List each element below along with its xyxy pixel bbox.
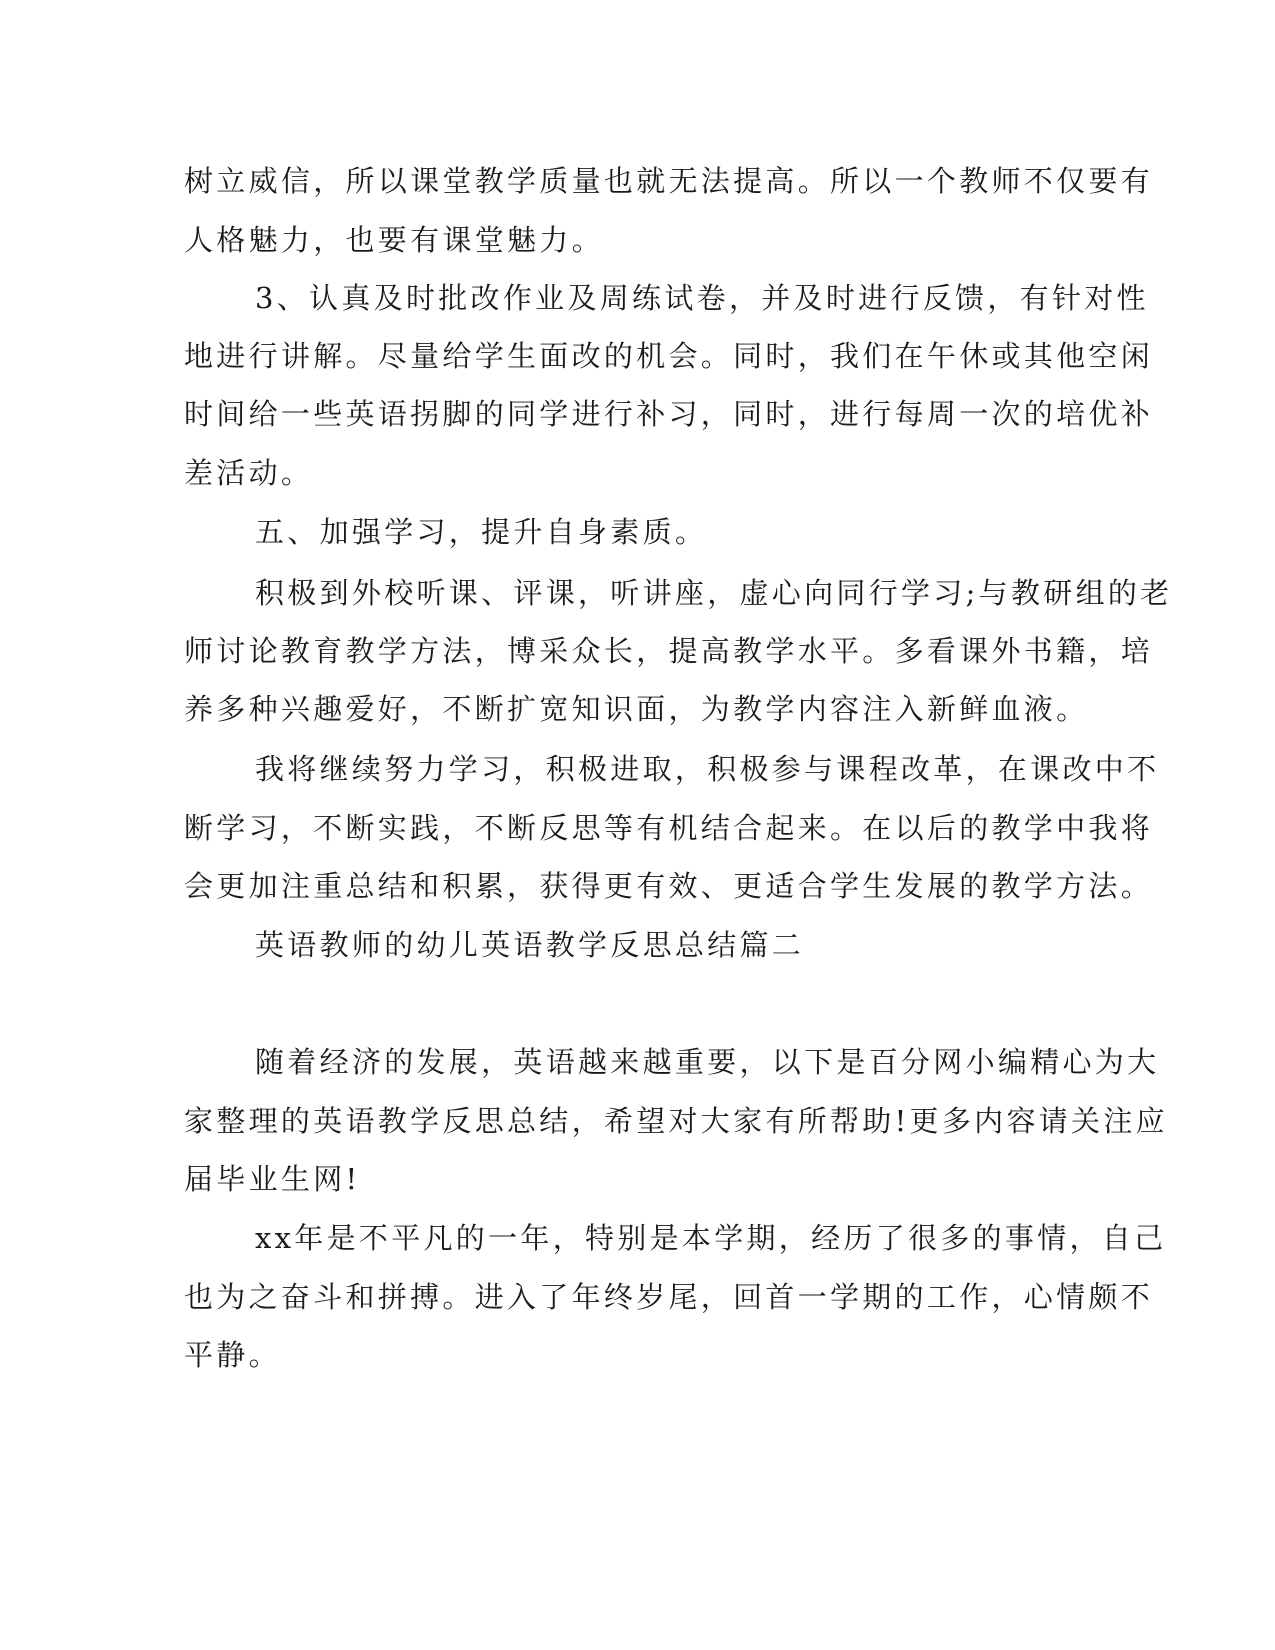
article-title: 英语教师的幼儿英语教学反思总结篇二 <box>255 928 805 962</box>
text-line: 断学习，不断实践，不断反思等有机结合起来。在以后的教学中我将 <box>184 811 1154 845</box>
section-heading: 五、加强学习，提升自身素质。 <box>255 515 708 549</box>
paragraph-start-line: 随着经济的发展，英语越来越重要，以下是百分网小编精心为大 <box>255 1045 1160 1079</box>
text-line: 人格魅力，也要有课堂魅力。 <box>184 223 604 257</box>
text-line: 师讨论教育教学方法，博采众长，提高教学水平。多看课外书籍，培 <box>184 634 1154 668</box>
text-line: 家整理的英语教学反思总结，希望对大家有所帮助!更多内容请关注应 <box>184 1104 1168 1138</box>
paragraph-start-line: xx年是不平凡的一年，特别是本学期，经历了很多的事情，自己 <box>255 1221 1167 1255</box>
text-line: 养多种兴趣爱好，不断扩宽知识面，为教学内容注入新鲜血液。 <box>184 692 1089 726</box>
paragraph-start-line: 我将继续努力学习，积极进取，积极参与课程改革，在课改中不 <box>255 752 1160 786</box>
text-line: 差活动。 <box>184 456 314 490</box>
text-line: 也为之奋斗和拼搏。进入了年终岁尾，回首一学期的工作，心情颇不 <box>184 1280 1154 1314</box>
paragraph-start-line: 积极到外校听课、评课，听讲座，虚心向同行学习;与教研组的老 <box>255 576 1173 610</box>
text-line: 平静。 <box>184 1338 281 1372</box>
text-line: 会更加注重总结和积累，获得更有效、更适合学生发展的教学方法。 <box>184 869 1154 903</box>
text-line: 树立威信，所以课堂教学质量也就无法提高。所以一个教师不仅要有 <box>184 164 1154 198</box>
text-line: 地进行讲解。尽量给学生面改的机会。同时，我们在午休或其他空闲 <box>184 339 1154 373</box>
text-line: 时间给一些英语拐脚的同学进行补习，同时，进行每周一次的培优补 <box>184 397 1154 431</box>
paragraph-start-line: 3、认真及时批改作业及周练试卷，并及时进行反馈，有针对性 <box>255 281 1149 315</box>
text-line: 届毕业生网! <box>184 1162 361 1196</box>
